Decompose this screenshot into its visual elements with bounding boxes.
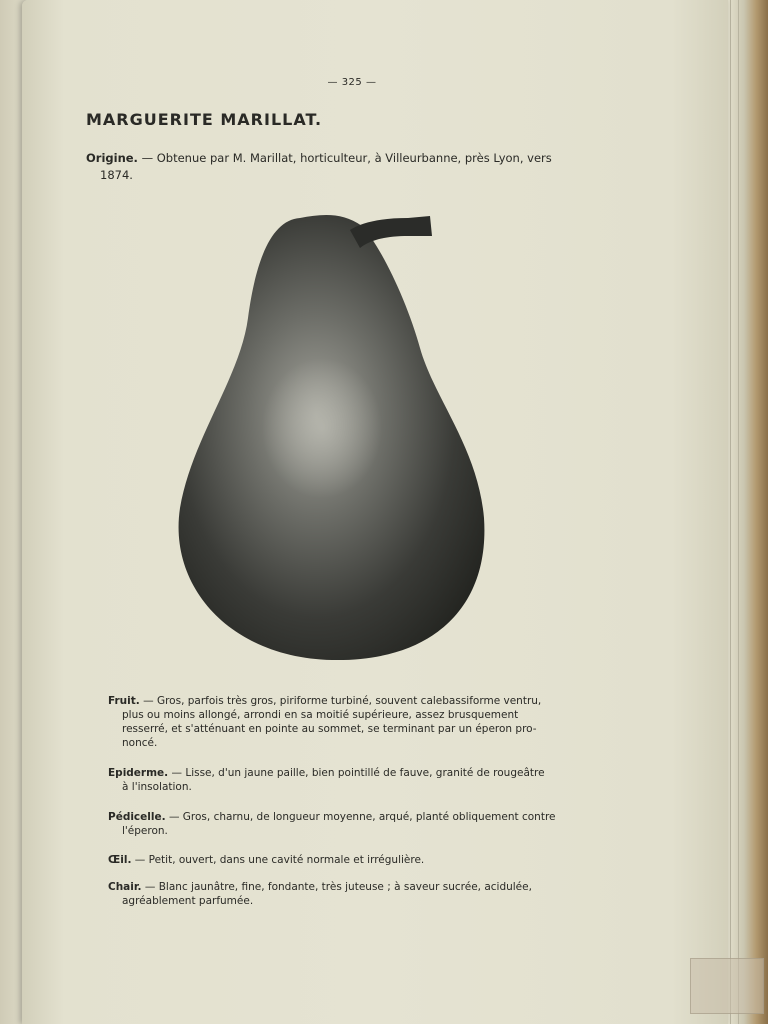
- description-chair: [108, 880, 568, 908]
- desc-term: Œil.: [108, 854, 132, 866]
- description-oeil: [108, 853, 568, 867]
- desc-text: — Gros, charnu, de longueur moyenne, arqué, planté obliquement contre: [168, 811, 556, 823]
- page-title: MARGUERITE MARILLAT.: [86, 110, 323, 129]
- desc-line: [108, 853, 568, 867]
- desc-line: [108, 810, 568, 824]
- desc-line: [108, 694, 568, 708]
- desc-text: resserré, et s'atténuant en pointe au sommet, se terminant par un éperon pro-: [122, 723, 537, 735]
- desc-text: — Gros, parfois très gros, piriforme turbiné, souvent calebassiforme ventru,: [143, 695, 542, 707]
- desc-text: agréablement parfumée.: [122, 895, 254, 907]
- origin-paragraph: [86, 150, 566, 184]
- origin-line-1: [86, 150, 566, 167]
- edge-line: [730, 0, 731, 1024]
- desc-term: Pédicelle.: [108, 811, 166, 823]
- desc-text: noncé.: [122, 737, 158, 749]
- pear-stem: [350, 216, 432, 248]
- desc-text: — Blanc jaunâtre, fine, fondante, très juteuse ; à saveur sucrée, acidulée,: [144, 881, 532, 893]
- edge-line: [738, 0, 739, 1024]
- watermark-logo: [690, 958, 764, 1014]
- desc-text: l'éperon.: [122, 825, 168, 837]
- description-epiderme: [108, 766, 568, 794]
- desc-term: Epiderme.: [108, 767, 169, 779]
- description-fruit: [108, 694, 568, 750]
- desc-term: Fruit.: [108, 695, 140, 707]
- book-page: [22, 0, 728, 1024]
- pear-highlight: [262, 358, 382, 498]
- desc-text: à l'insolation.: [122, 781, 192, 793]
- desc-line: [108, 880, 568, 894]
- origin-text-1: — Obtenue par M. Marillat, horticulteur, à Villeurbanne, près Lyon, vers: [141, 151, 552, 165]
- description-pedicelle: [108, 810, 568, 838]
- desc-term: Chair.: [108, 881, 142, 893]
- desc-line: [108, 766, 568, 780]
- origin-text-2: 1874.: [100, 168, 133, 182]
- origin-term: Origine.: [86, 151, 138, 165]
- desc-text: — Lisse, d'un jaune paille, bien pointillé de fauve, granité de rougeâtre: [171, 767, 545, 779]
- pear-illustration: [172, 208, 492, 666]
- desc-text: plus ou moins allongé, arrondi en sa moitié supérieure, assez brusquement: [122, 709, 519, 721]
- desc-text: — Petit, ouvert, dans une cavité normale et irrégulière.: [134, 854, 425, 866]
- page-number: — 325 —: [327, 77, 377, 88]
